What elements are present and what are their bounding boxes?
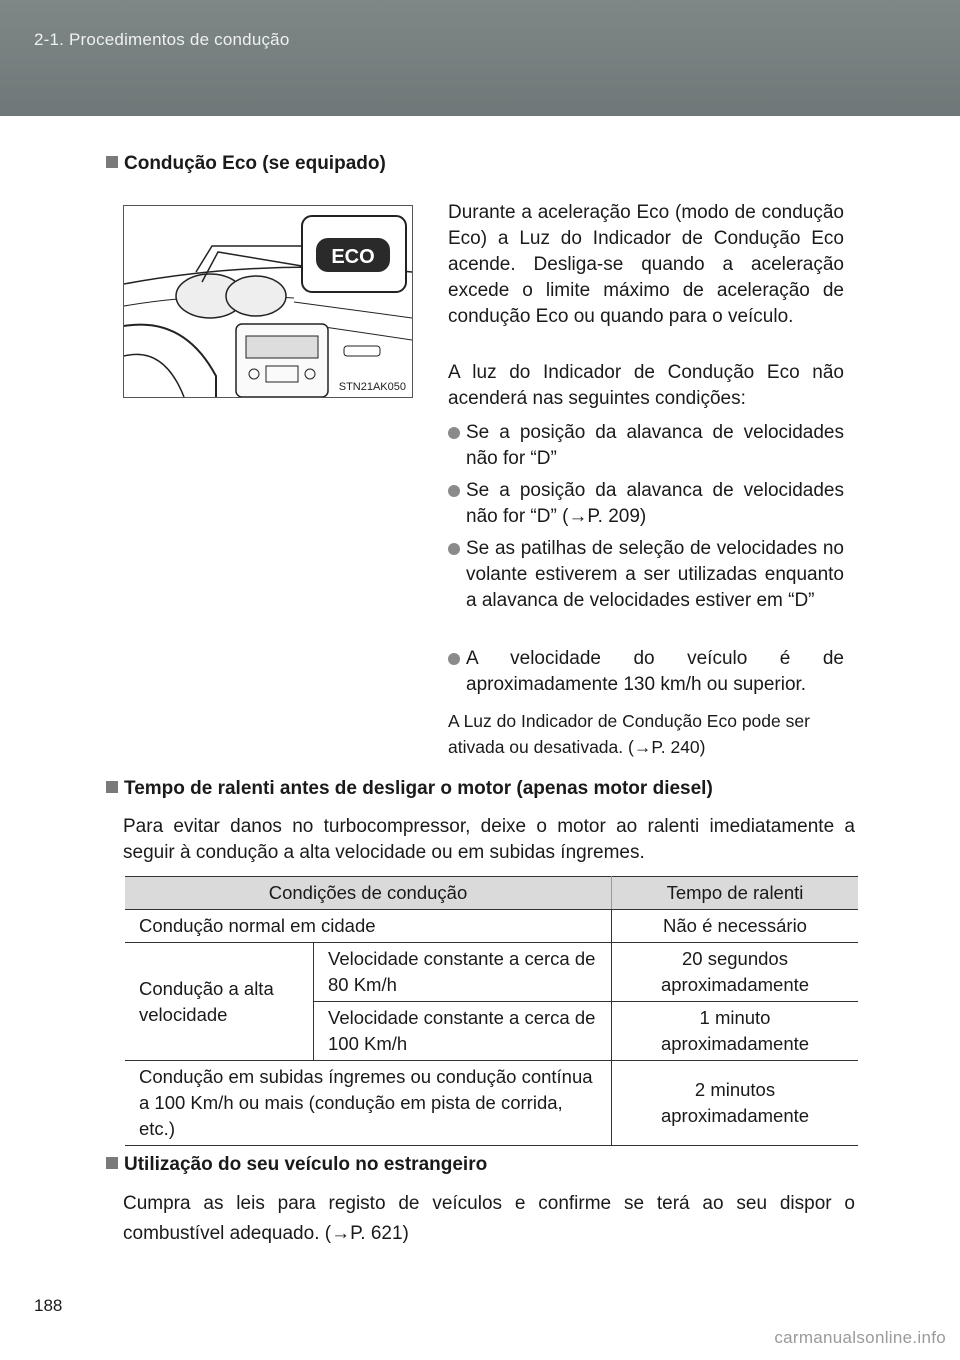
abroad-paragraph: Cumpra as leis para registo de veículos e confirme se terá ao seu dispor o combustível adequado. (→P. 621) <box>123 1193 855 1244</box>
table-header-row <box>125 877 858 910</box>
idle-heading <box>106 778 713 800</box>
eco-paragraph-1: Durante a aceleração Eco (modo de condução Eco) a Luz do Indicador de Condução Eco acende. Desliga-se quando a aceleração excede o limite máximo de aceleração de condução Eco ou quando para o veículo. <box>448 202 844 327</box>
section-title: 2-1. Procedimentos de condução <box>34 30 290 49</box>
table-cell-time: 20 segundos aproximadamente <box>612 943 859 1002</box>
table-cell-time: 2 minutos aproximadamente <box>612 1061 859 1146</box>
square-bullet-icon <box>106 156 118 168</box>
watermark: carmanualsonline.info <box>774 1328 946 1347</box>
eco-heading <box>106 153 386 175</box>
eco-bullet-2 <box>448 478 844 530</box>
square-bullet-icon <box>106 781 118 793</box>
table-cell-subcondition: Velocidade constante a cerca de 100 Km/h <box>314 1002 612 1061</box>
bullet-dot-icon <box>448 485 460 497</box>
eco-bullet-1 <box>448 420 844 472</box>
table-cell-group: Condução a alta velocidade <box>125 943 314 1061</box>
table-header-idle-time: Tempo de ralenti <box>612 877 859 910</box>
idle-time-table <box>125 876 858 1146</box>
table-cell-condition: Condução normal em cidade <box>125 910 612 943</box>
eco-bullet-4-text: A velocidade do veículo é de aproximadamente 130 km/h ou superior. <box>466 648 844 695</box>
eco-bullet-2-text: Se a posição da alavanca de velocidades não for “D” (→P. 209) <box>466 480 844 527</box>
table-row <box>125 943 858 1002</box>
page-number: 188 <box>34 1296 63 1315</box>
table-header-conditions: Condições de condução <box>125 877 612 910</box>
eco-bullet-4 <box>448 646 844 698</box>
dashboard-illustration <box>124 206 412 397</box>
figure-code: STN21AK050 <box>338 381 406 393</box>
eco-badge-text: ECO <box>331 246 375 268</box>
eco-bullet-1-text: Se a posição da alavanca de velocidades não for “D” <box>466 422 844 469</box>
table-row <box>125 910 858 943</box>
bullet-dot-icon <box>448 653 460 665</box>
bullet-dot-icon <box>448 543 460 555</box>
eco-note: A Luz do Indicador de Condução Eco pode ser ativada ou desativada. (→P. 240) <box>448 711 810 757</box>
abroad-heading-text: Utilização do seu veículo no estrangeiro <box>124 1154 488 1175</box>
eco-paragraph-2: A luz do Indicador de Condução Eco não acenderá nas seguintes condições: <box>448 362 844 409</box>
table-cell-subcondition: Velocidade constante a cerca de 80 Km/h <box>314 943 612 1002</box>
eco-bullet-3-text: Se as patilhas de seleção de velocidades no volante estiverem a ser utilizadas enquanto a alavanca de velocidades estiver em “D” <box>466 538 844 611</box>
idle-heading-text: Tempo de ralenti antes de desligar o motor (apenas motor diesel) <box>124 778 713 799</box>
table-row <box>125 1061 858 1146</box>
idle-paragraph: Para evitar danos no turbocompressor, deixe o motor ao ralenti imediatamente a seguir à condução a alta velocidade ou em subidas íngremes. <box>123 816 855 863</box>
eco-bullet-3 <box>448 536 844 614</box>
table-cell-time: Não é necessário <box>612 910 859 943</box>
table-cell-time: 1 minuto aproximadamente <box>612 1002 859 1061</box>
eco-indicator-illustration <box>123 205 413 398</box>
page-header <box>0 0 960 116</box>
square-bullet-icon <box>106 1157 118 1169</box>
eco-heading-text: Condução Eco (se equipado) <box>124 153 386 174</box>
table-cell-condition: Condução em subidas íngremes ou condução contínua a 100 Km/h ou mais (condução em pista de corrida, etc.) <box>125 1061 612 1146</box>
abroad-heading <box>106 1154 487 1176</box>
bullet-dot-icon <box>448 427 460 439</box>
